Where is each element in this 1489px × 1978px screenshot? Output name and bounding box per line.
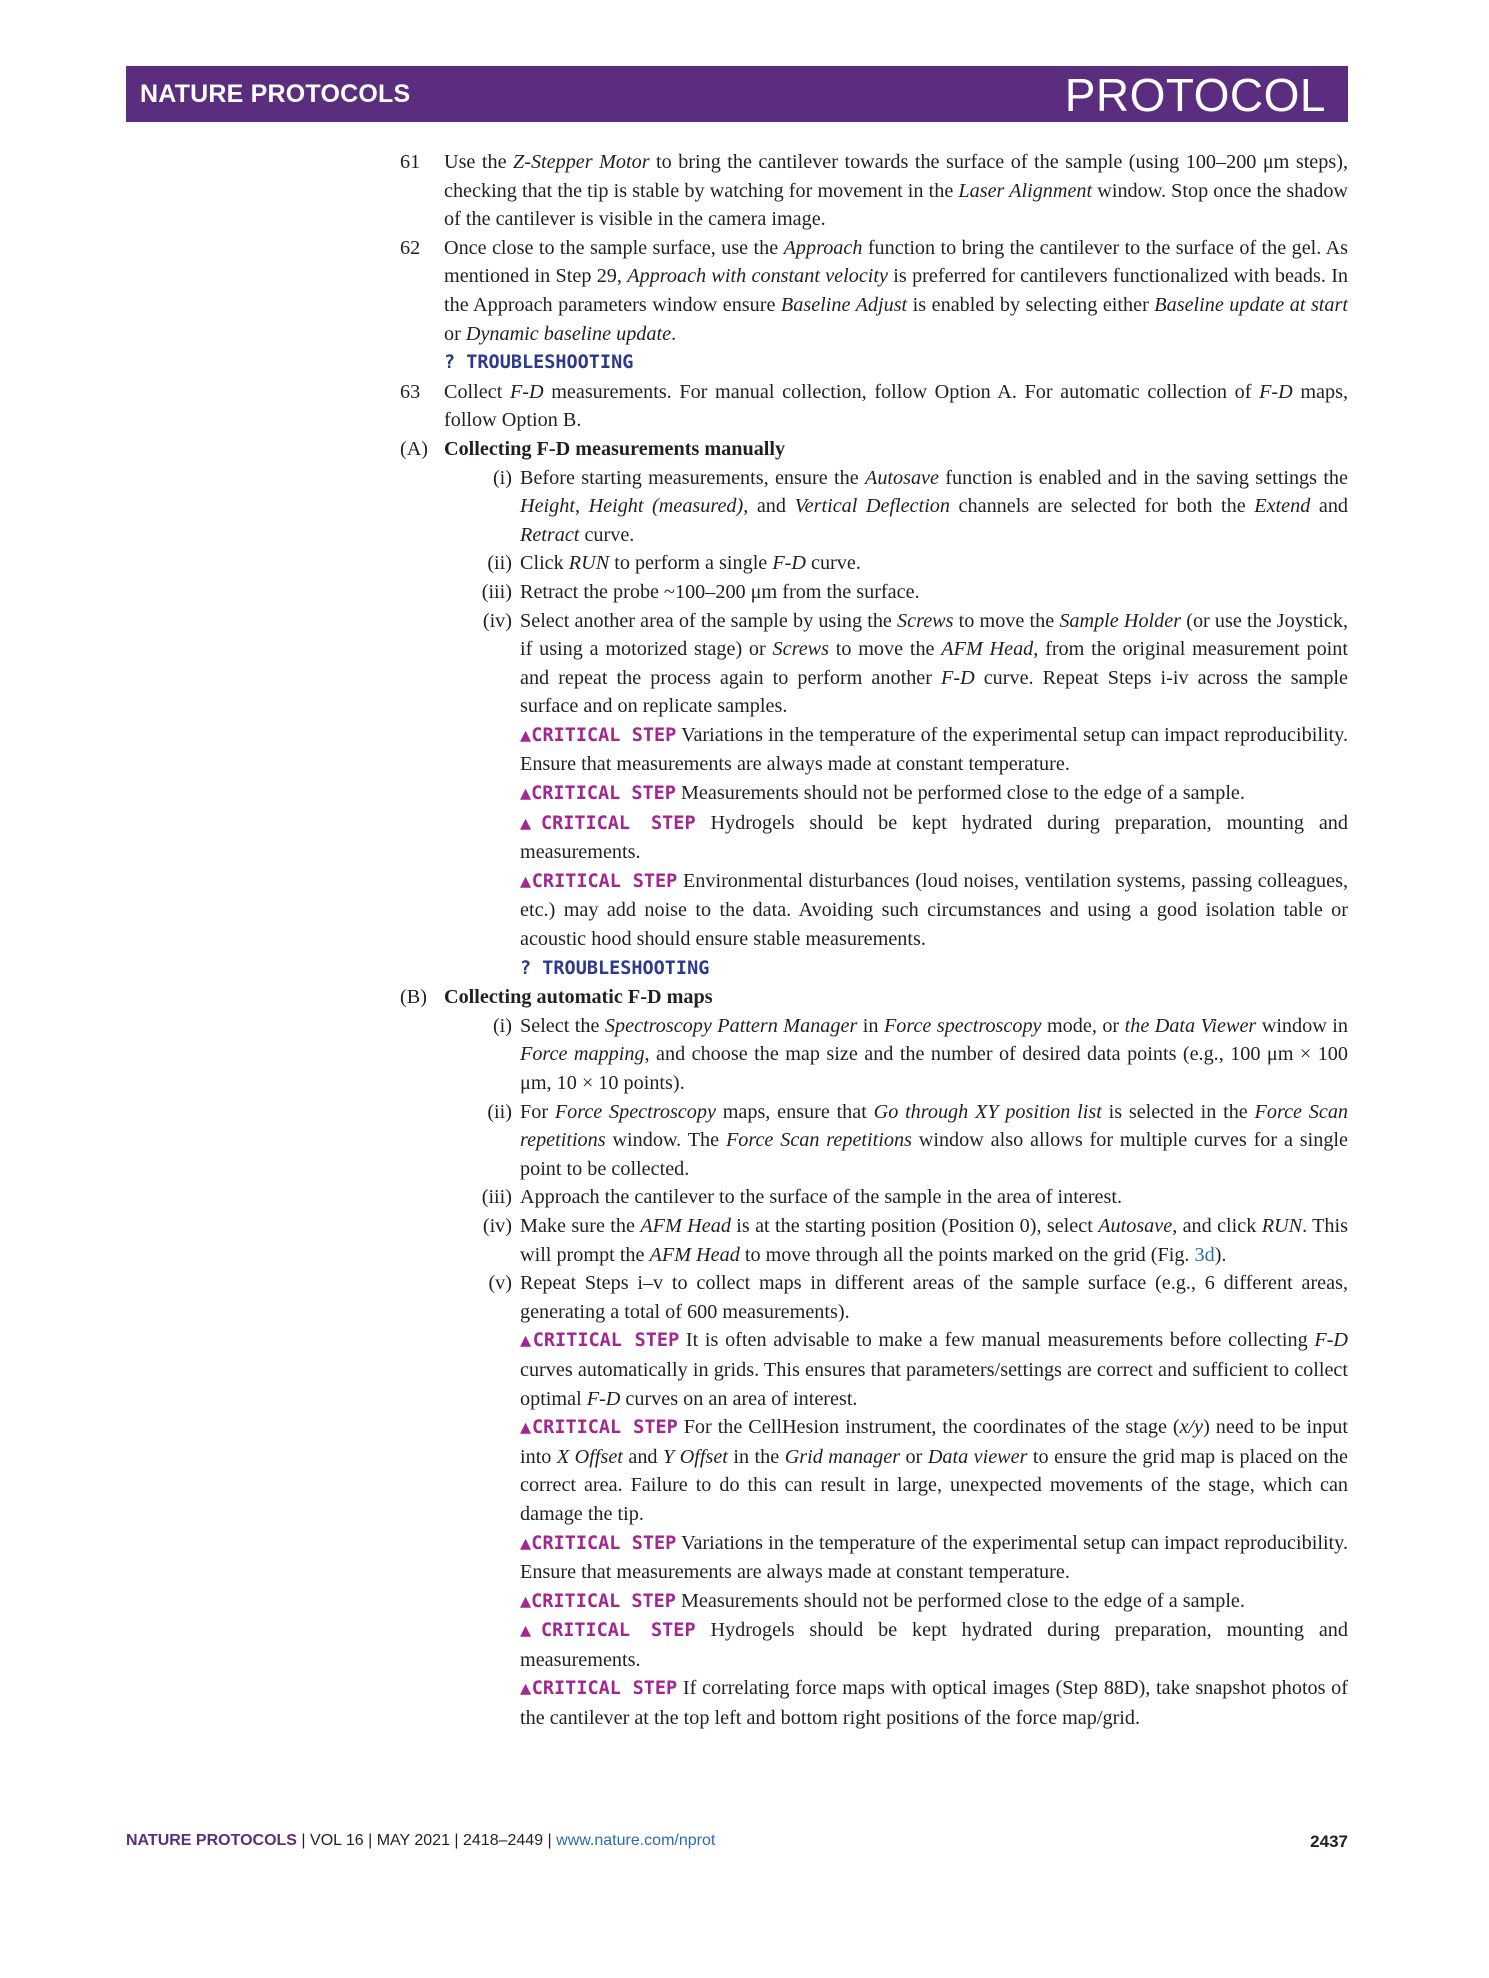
footer-url-link[interactable]: www.nature.com/nprot xyxy=(556,1832,716,1849)
critical-step-note xyxy=(520,809,1348,867)
software-term: Force Scan repetitions xyxy=(520,1100,1349,1152)
term: F-D xyxy=(586,1387,621,1410)
text: Measurements should not be performed close to the edge of a sample. xyxy=(675,782,1245,805)
term: x/y xyxy=(1179,1416,1204,1439)
option-a-item-iii xyxy=(400,578,1348,607)
text: , and choose the map size and the number of desired data points (e.g., 100 μm × 100 μm, 10 × 10 points). xyxy=(520,1043,1348,1094)
software-term: Force spectroscopy xyxy=(883,1014,1042,1037)
step-61 xyxy=(400,148,1348,234)
software-term: Approach xyxy=(783,236,863,259)
text: . This will prompt the xyxy=(520,1214,1348,1266)
critical-step-label: ▲CRITICAL STEP xyxy=(520,812,696,834)
text: , xyxy=(574,495,589,518)
text: curves on an area of interest. xyxy=(620,1387,858,1410)
text: Select another area of the sample by using the xyxy=(520,609,898,632)
step-62 xyxy=(400,234,1348,378)
figure-link[interactable]: 3d xyxy=(1194,1243,1215,1266)
option-b-item-iii xyxy=(400,1183,1348,1212)
option-label: (B) xyxy=(400,986,427,1009)
text: curves automatically in grids. This ensures that parameters/settings are correct and sufficient to collect optimal xyxy=(520,1358,1348,1410)
option-a-item-iv xyxy=(400,607,1348,984)
troubleshooting-link[interactable]: ? TROUBLESHOOTING xyxy=(520,957,710,979)
text: Retract the probe ~100–200 μm from the surface. xyxy=(520,580,920,603)
critical-step-label: ▲CRITICAL STEP xyxy=(520,1532,677,1554)
text: and xyxy=(1310,495,1349,518)
critical-step-label: ▲CRITICAL STEP xyxy=(520,783,676,805)
text: Click xyxy=(520,552,569,575)
item-number: (iv) xyxy=(482,609,512,632)
option-a-item-i xyxy=(400,464,1348,550)
software-term: Go through XY position list xyxy=(873,1100,1102,1123)
software-term: Dynamic baseline update xyxy=(465,322,672,345)
text: Repeat Steps i–v to collect maps in different areas of the sample surface (e.g., 6 different areas, generating a total of 600 measurements). xyxy=(520,1272,1348,1323)
option-b-item-ii xyxy=(400,1098,1348,1184)
text: window also allows for multiple curves for a single point to be collected. xyxy=(520,1129,1348,1180)
text: , from the original measurement point and repeat the process again to perform another xyxy=(520,638,1348,689)
text: mode, or xyxy=(1041,1014,1125,1037)
critical-step-note xyxy=(520,1529,1348,1587)
journal-name: NATURE PROTOCOLS xyxy=(140,80,411,108)
software-term: Grid manager xyxy=(784,1445,901,1468)
text: is at the starting position (Position 0), select xyxy=(730,1214,1099,1237)
critical-step-note xyxy=(520,779,1348,809)
software-term: RUN xyxy=(1261,1214,1303,1237)
step-number: 61 xyxy=(400,151,421,173)
footer-volume-info: | VOL 16 | MAY 2021 | 2418–2449 | xyxy=(296,1832,557,1849)
option-a xyxy=(400,435,1348,464)
item-number: (ii) xyxy=(487,1100,512,1123)
text: and xyxy=(622,1445,663,1468)
step-number: 62 xyxy=(400,236,421,259)
software-term: Extend xyxy=(1254,495,1311,518)
text: Select the xyxy=(520,1014,605,1037)
critical-step-label: ▲CRITICAL STEP xyxy=(520,870,678,892)
text: , and click xyxy=(1172,1214,1262,1237)
article-type: PROTOCOL xyxy=(1064,69,1326,121)
text: ) need to be input into xyxy=(520,1416,1348,1468)
software-term: Baseline Adjust xyxy=(780,293,908,316)
troubleshooting-link[interactable]: ? TROUBLESHOOTING xyxy=(444,352,634,374)
text: to ensure the grid map is placed on the correct area. Failure to do this can result in large, unexpected movements of the stage, which can damage the tip. xyxy=(520,1445,1348,1525)
text: window. The xyxy=(605,1129,726,1152)
option-title: Collecting automatic F-D maps xyxy=(444,986,713,1009)
software-term: Height xyxy=(520,495,575,518)
software-term: Data viewer xyxy=(927,1445,1028,1468)
text: Measurements should not be performed close to the edge of a sample. xyxy=(675,1589,1245,1612)
critical-step-label: ▲CRITICAL STEP xyxy=(520,1417,678,1439)
software-term: Force Scan repetitions xyxy=(725,1129,912,1152)
critical-step-label: ▲CRITICAL STEP xyxy=(520,1590,676,1612)
text: curve. Repeat Steps i-iv across the sample surface and on replicate samples. xyxy=(520,666,1348,718)
software-term: RUN xyxy=(568,552,610,575)
option-b xyxy=(400,983,1348,1012)
text: Collect xyxy=(444,380,510,403)
text: to move through all the points marked on the grid (Fig. xyxy=(739,1243,1195,1266)
option-b-item-iv xyxy=(400,1212,1348,1269)
critical-step-note xyxy=(520,721,1348,779)
text: . xyxy=(671,322,677,345)
term: AFM Head xyxy=(640,1214,731,1237)
critical-step-label: ▲CRITICAL STEP xyxy=(520,1330,680,1352)
step-number: 63 xyxy=(400,380,421,403)
text: (or use the Joystick, if using a motorized stage) or xyxy=(520,609,1349,661)
text: channels are selected for both the xyxy=(950,495,1255,518)
term: Screws xyxy=(897,609,954,632)
footer-journal-name: NATURE PROTOCOLS xyxy=(126,1832,297,1849)
text: curve. xyxy=(579,523,635,546)
software-term: Z-Stepper Motor xyxy=(513,151,650,173)
text: If correlating force maps with optical images (Step 88D), take snapshot photos of the cantilever at the top left and bottom right positions of the force map/grid. xyxy=(520,1677,1348,1730)
item-number: (iii) xyxy=(481,1186,512,1209)
text: , and xyxy=(743,495,795,518)
software-term: the Data Viewer xyxy=(1124,1014,1257,1037)
option-b-item-i xyxy=(400,1012,1348,1098)
item-number: (i) xyxy=(492,1014,512,1037)
option-label: (A) xyxy=(400,437,429,460)
item-number: (ii) xyxy=(487,552,512,575)
step-63 xyxy=(400,378,1348,435)
software-term: Approach with constant velocity xyxy=(627,265,888,288)
term: F-D xyxy=(941,666,975,689)
text: For the CellHesion instrument, the coordinates of the stage ( xyxy=(677,1416,1180,1439)
text: to bring the cantilever towards the surface of the sample (using 100–200 μm steps), checking that the tip is stable by watching for movement in the xyxy=(444,151,1348,202)
text: Variations in the temperature of the experimental setup can impact reproducibility. Ensure that measurements are always made at constant temperature. xyxy=(520,1531,1348,1584)
text: measurements. For manual collection, follow Option A. For automatic collection of xyxy=(543,380,1260,403)
text: Approach the cantilever to the surface of the sample in the area of interest. xyxy=(520,1186,1122,1209)
item-number: (i) xyxy=(492,466,512,489)
term: F-D xyxy=(1259,380,1293,403)
item-number: (iv) xyxy=(482,1214,512,1237)
text: window in xyxy=(1256,1014,1348,1037)
software-term: X Offset xyxy=(556,1445,623,1468)
text: Environmental disturbances (loud noises, ventilation systems, passing colleagues, etc.) may add noise to the data. Avoiding such circumstances and using a good isolation table or acoustic hood should ensure stable measurements. xyxy=(520,869,1348,951)
term: AFM Head xyxy=(649,1243,740,1266)
software-term: Y Offset xyxy=(663,1445,728,1468)
text: function to bring the cantilever to the surface of the gel. As mentioned in Step 29, xyxy=(444,236,1349,288)
text: maps, follow Option B. xyxy=(444,380,1348,432)
text: is selected in the xyxy=(1101,1100,1255,1123)
text: Use the xyxy=(444,151,513,173)
journal-header-bar xyxy=(126,66,1348,122)
software-term: Retract xyxy=(520,523,580,546)
text: Before starting measurements, ensure the xyxy=(520,466,865,489)
text: curve. xyxy=(805,552,861,575)
software-term: Height (measured) xyxy=(588,495,744,518)
term: F-D xyxy=(509,380,544,403)
option-title: Collecting F-D measurements manually xyxy=(444,437,786,460)
text: to perform a single xyxy=(609,552,773,575)
term: AFM Head xyxy=(941,638,1034,661)
critical-step-label: ▲CRITICAL STEP xyxy=(520,1620,696,1642)
software-term: Force mapping xyxy=(520,1043,645,1066)
text: window. Stop once the shadow of the cantilever is visible in the camera image. xyxy=(444,179,1348,231)
critical-step-note xyxy=(520,1616,1348,1674)
footer-citation xyxy=(126,1832,715,1850)
software-term: Autosave xyxy=(864,466,939,489)
critical-step-label: ▲CRITICAL STEP xyxy=(520,1678,678,1700)
item-number: (v) xyxy=(488,1272,512,1295)
text: Hydrogels should be kept hydrated during preparation, mounting and measurements. xyxy=(520,811,1348,864)
software-term: Vertical Deflection xyxy=(794,495,950,518)
text: For xyxy=(520,1100,555,1123)
software-term: Baseline update at start xyxy=(1154,293,1348,316)
software-term: Laser Alignment xyxy=(958,179,1093,202)
text: function is enabled and in the saving settings the xyxy=(938,466,1348,489)
critical-step-note xyxy=(520,1413,1348,1528)
term: Screws xyxy=(772,638,829,661)
page-number: 2437 xyxy=(1310,1832,1348,1851)
text: in the xyxy=(727,1445,785,1468)
text: Variations in the temperature of the experimental setup can impact reproducibility. Ensure that measurements are always made at constant temperature. xyxy=(520,723,1348,776)
item-number: (iii) xyxy=(481,580,512,603)
software-term: Spectroscopy Pattern Manager xyxy=(604,1014,858,1037)
protocol-body xyxy=(400,148,1348,1733)
text: or xyxy=(444,322,466,345)
term: F-D xyxy=(1314,1329,1348,1352)
text: is enabled by selecting either xyxy=(907,293,1155,316)
software-term: Autosave xyxy=(1098,1214,1173,1237)
text: ). xyxy=(1214,1243,1227,1266)
software-term: Force Spectroscopy xyxy=(554,1100,716,1123)
text: Hydrogels should be kept hydrated during preparation, mounting and measurements. xyxy=(520,1619,1348,1671)
critical-step-note xyxy=(520,1326,1348,1413)
option-a-item-ii xyxy=(400,549,1348,578)
term: Sample Holder xyxy=(1059,609,1182,632)
text: is preferred for cantilevers functionalized with beads. In the Approach parameters window ensure xyxy=(444,265,1349,316)
text: maps, ensure that xyxy=(715,1100,874,1123)
critical-step-note xyxy=(520,1587,1348,1617)
term: F-D xyxy=(772,552,806,575)
text: Once close to the sample surface, use the xyxy=(444,236,784,259)
critical-step-note xyxy=(520,867,1348,954)
text: It is often advisable to make a few manual measurements before collecting xyxy=(679,1329,1315,1352)
text: in xyxy=(857,1014,884,1037)
text: to move the xyxy=(828,638,942,661)
text: Make sure the xyxy=(520,1214,641,1237)
critical-step-note xyxy=(520,1674,1348,1732)
option-b-item-v xyxy=(400,1269,1348,1733)
text: or xyxy=(900,1445,928,1468)
critical-step-label: ▲CRITICAL STEP xyxy=(520,724,677,746)
text: to move the xyxy=(953,609,1060,632)
